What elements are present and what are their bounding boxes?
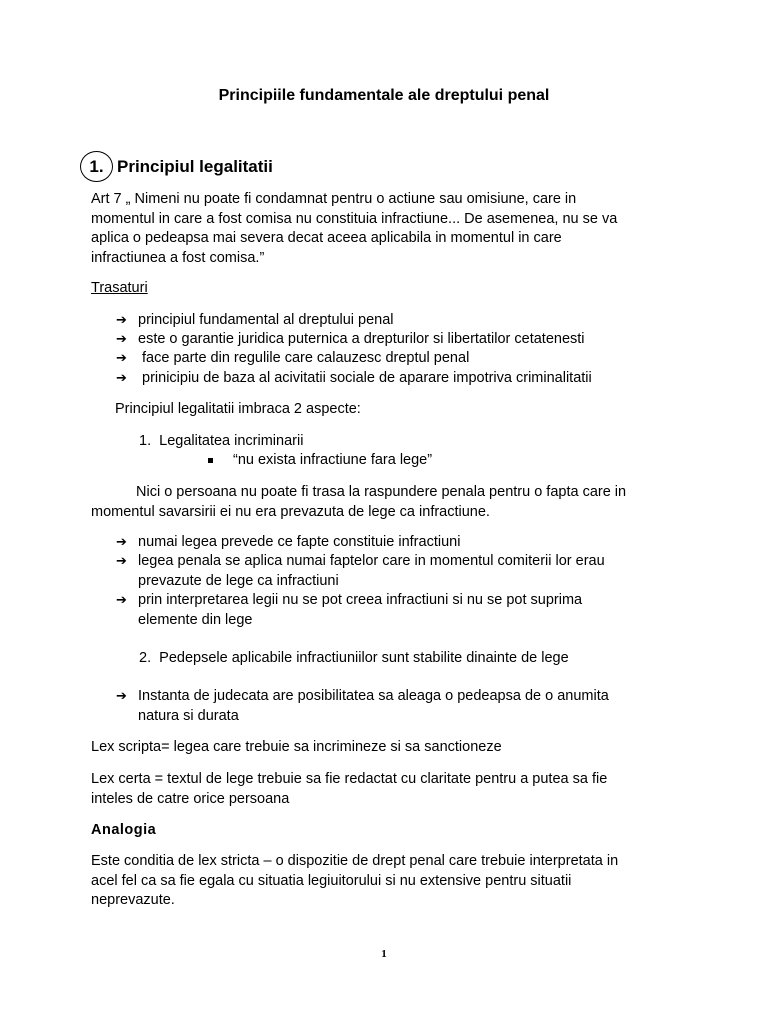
text-line: inteles de catre orice persoana	[91, 790, 290, 807]
lex-certa	[91, 770, 607, 809]
text-line: Nici o persoana nu poate fi trasa la raspundere penala pentru o fapta care in	[136, 484, 627, 500]
list-number: 2.	[139, 650, 152, 666]
sub-item-text: “nu exista infractiune fara lege”	[233, 452, 433, 468]
list-item-text: elemente din lege	[138, 611, 253, 628]
text-line: infractiunea a fost comisa.”	[91, 249, 265, 266]
text-line: Art 7 „ Nimeni nu poate fi condamnat pentru o actiune sau omisiune, care in	[91, 191, 577, 207]
list-item-text: principiul fundamental al dreptului penal	[138, 312, 394, 328]
right-arrow-icon: ➔	[116, 554, 127, 569]
sub-item	[208, 451, 432, 471]
square-bullet-icon	[208, 458, 213, 463]
aspect-label: Pedepsele aplicabile infractiuniilor sunt stabilite dinainte de lege	[159, 650, 569, 666]
text-line: Lex certa = textul de lege trebuie sa fie redactat cu claritate pentru a putea sa fie	[91, 771, 608, 787]
text-line: acel fel ca sa fie egala cu situatia legiuitorului si nu extensive pentru situatii	[91, 872, 572, 889]
right-arrow-icon: ➔	[116, 689, 127, 704]
art7-paragraph	[91, 190, 617, 268]
list-item-text: Instanta de judecata are posibilitatea sa aleaga o pedeapsa de o anumita	[138, 688, 609, 704]
list-item-text: natura si durata	[138, 707, 239, 724]
analogia-paragraph	[91, 852, 618, 911]
list-item-text: numai legea prevede ce fapte constituie infractiuni	[138, 534, 461, 550]
list-item	[116, 552, 605, 591]
aspects-intro: Principiul legalitatii imbraca 2 aspecte:	[115, 401, 361, 417]
trasaturi-label: Trasaturi	[91, 280, 148, 296]
aspect-label: Legalitatea incriminarii	[159, 433, 304, 449]
aspect-item	[139, 649, 569, 669]
section-number: 1.	[80, 151, 113, 182]
list-item	[116, 330, 585, 350]
text-line: aplica o pedeapsa mai severa decat aceea aplicabila in momentul in care	[91, 230, 562, 246]
right-arrow-icon: ➔	[116, 313, 127, 328]
list-item-text: prinicipiu de baza al acivitatii sociale de aparare impotriva criminalitatii	[138, 370, 592, 386]
list-item	[116, 591, 582, 630]
list-item	[116, 533, 460, 553]
document-title: Principiile fundamentale ale dreptului penal	[218, 87, 550, 104]
list-item	[116, 369, 592, 389]
lex-scripta: Lex scripta= legea care trebuie sa incrimineze si sa sanctioneze	[91, 739, 502, 755]
page-number: 1	[381, 948, 387, 960]
list-item-text: legea penala se aplica numai faptelor care in momentul comiterii lor erau	[138, 553, 605, 569]
section-heading	[80, 151, 273, 182]
list-number: 1.	[139, 433, 152, 449]
right-arrow-icon: ➔	[116, 351, 127, 366]
list-item-text: prevazute de lege ca infractiuni	[138, 572, 339, 589]
text-line: neprevazute.	[91, 892, 175, 908]
text-line: momentul in care a fost comisa nu constituia infractiune... De asemenea, nu se va	[91, 210, 618, 227]
list-item-text: face parte din regulile care calauzesc dreptul penal	[138, 350, 470, 366]
right-arrow-icon: ➔	[116, 535, 127, 550]
right-arrow-icon: ➔	[116, 332, 127, 347]
list-item-text: este o garantie juridica puternica a drepturilor si libertatilor cetatenesti	[138, 331, 585, 347]
list-item	[116, 349, 469, 369]
text-line: momentul savarsirii ei nu era prevazuta de lege ca infractiune.	[91, 503, 490, 520]
analogia-heading: Analogia	[91, 822, 157, 838]
nici-paragraph	[91, 483, 626, 522]
right-arrow-icon: ➔	[116, 371, 127, 386]
aspect-item	[139, 432, 303, 452]
section-title: Principiul legalitatii	[117, 157, 273, 176]
list-item	[116, 687, 609, 726]
list-item	[116, 311, 394, 331]
text-line: Este conditia de lex stricta – o dispozitie de drept penal care trebuie interpretata in	[91, 853, 619, 869]
list-item-text: prin interpretarea legii nu se pot creea infractiuni si nu se pot suprima	[138, 592, 583, 608]
right-arrow-icon: ➔	[116, 593, 127, 608]
